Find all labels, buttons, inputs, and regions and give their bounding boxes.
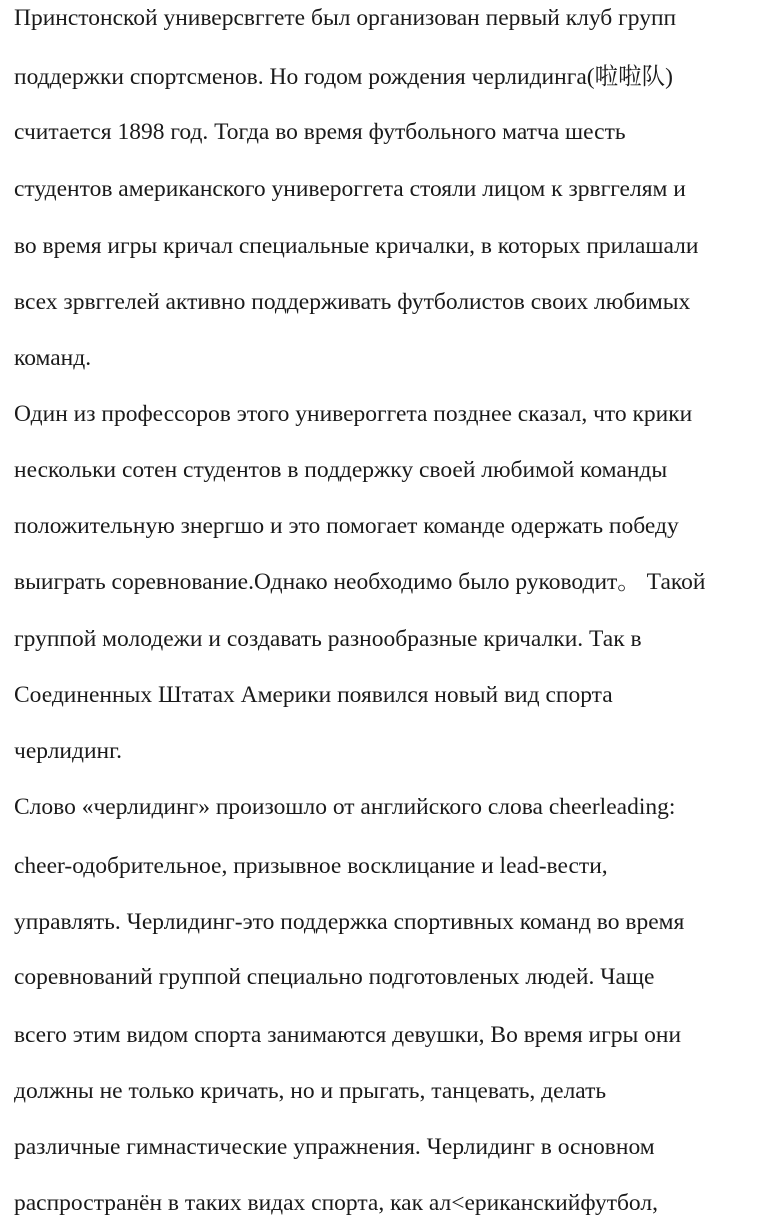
text-line: должны не только кричать, но и прыгать, танцевать, делать bbox=[14, 1078, 607, 1104]
text-line: нескольки сотен студентов в поддержку своей любимой команды bbox=[14, 457, 668, 483]
text-line: выиграть соревнование.Однако необходимо было руководит。 Такой bbox=[14, 569, 706, 595]
text-line: управлять. Черлидинг-это поддержка спортивных команд во время bbox=[14, 909, 685, 935]
text-line: соревнований группой специально подготовленых людей. Чаще bbox=[14, 964, 655, 990]
text-line: считается 1898 год. Тогда во время футбольного матча шесть bbox=[14, 119, 626, 145]
text-line: Соединенных Штатах Америки появился новый вид спорта bbox=[14, 682, 613, 708]
text-line: поддержки спортсменов. Но годом рождения черлидинга(啦啦队) bbox=[14, 64, 673, 90]
text-line: распространён в таких видах спорта, как ал<ериканскийфутбол, bbox=[14, 1190, 658, 1216]
text-line: во время игры кричал специальные кричалки, в которых прилашали bbox=[14, 233, 699, 259]
text-line: студентов американского универоггета стояли лицом к зрвггелям и bbox=[14, 176, 686, 202]
text-line: всех зрвггелей активно поддерживать футболистов своих любимых bbox=[14, 289, 691, 315]
text-line: Принстонской универсвггете был организован первый клуб групп bbox=[14, 5, 677, 31]
text-line: черлидинг. bbox=[14, 738, 122, 764]
text-line: положительную знергшо и это помогает команде одержать победу bbox=[14, 513, 679, 539]
text-line: команд. bbox=[14, 345, 92, 371]
text-line: cheer-одобрительное, призывное восклицание и lead-вести, bbox=[14, 853, 608, 879]
text-line: всего этим видом спорта занимаются девушки, Во время игры они bbox=[14, 1022, 682, 1048]
text-line: Слово «черлидинг» произошло от английского слова cheerleading: bbox=[14, 794, 676, 820]
text-line: Один из профессоров этого универоггета позднее сказал, что крики bbox=[14, 401, 693, 427]
text-line: группой молодежи и создавать разнообразные кричалки. Так в bbox=[14, 626, 642, 652]
text-line: различные гимнастические упражнения. Черлидинг в основном bbox=[14, 1134, 655, 1160]
